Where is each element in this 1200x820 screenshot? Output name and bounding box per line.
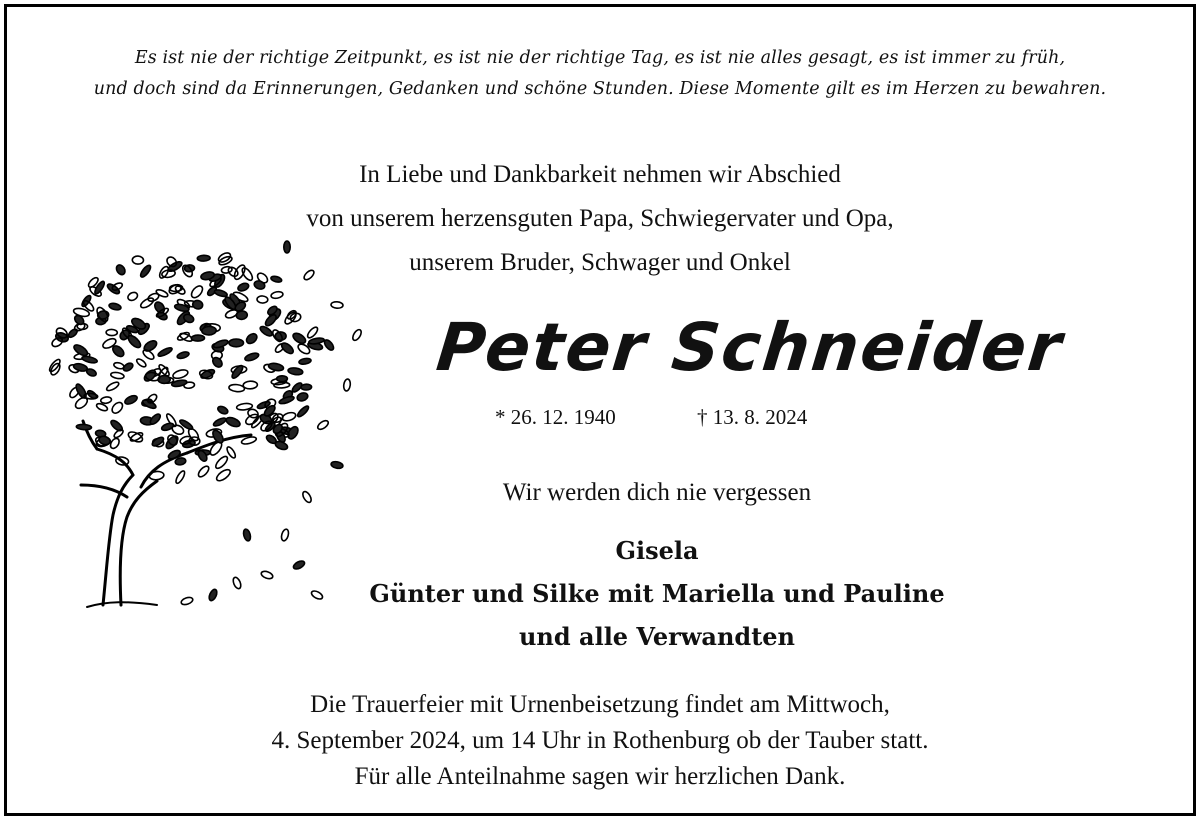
leaf-icon xyxy=(108,302,121,311)
leaf-icon xyxy=(213,339,229,349)
intro-line-1: In Liebe und Dankbarkeit nehmen wir Abschied xyxy=(359,161,841,188)
leaf-icon xyxy=(215,468,232,483)
closing-line-2: 4. September 2024, um 14 Uhr in Rothenburg ob der Tauber statt. xyxy=(271,727,929,754)
leaf-icon xyxy=(132,256,144,265)
leaf-icon xyxy=(174,470,186,485)
falling-leaf-icon xyxy=(331,301,343,308)
leaf-icon xyxy=(81,355,97,364)
obituary-card xyxy=(4,4,1196,816)
leaf-icon xyxy=(245,332,259,346)
leaf-icon xyxy=(109,419,124,433)
falling-leaf-icon xyxy=(232,576,243,590)
leaf-icon xyxy=(100,396,112,404)
leaf-icon xyxy=(73,362,88,372)
leaf-icon xyxy=(113,362,125,370)
falling-leaf-icon xyxy=(270,291,283,300)
leaf-icon xyxy=(139,264,152,279)
falling-leaf-icon xyxy=(330,461,343,470)
leaf-icon xyxy=(76,424,92,430)
falling-leaf-icon xyxy=(343,379,351,392)
falling-leaf-icon xyxy=(260,570,273,580)
leaf-icon xyxy=(197,464,211,478)
leaf-icon xyxy=(306,326,319,340)
leaf-icon xyxy=(142,348,156,361)
family-line-2: Günter und Silke mit Mariella und Pauline xyxy=(369,579,945,608)
leaf-icon xyxy=(113,428,125,439)
leaf-icon xyxy=(146,393,158,405)
closing-line-1: Die Trauerfeier mit Urnenbeisetzung findet am Mittwoch, xyxy=(310,691,890,718)
closing-line-3: Für alle Anteilnahme sagen wir herzlichen Dank. xyxy=(354,763,846,790)
leaf-icon xyxy=(124,394,139,406)
leaf-icon xyxy=(105,381,120,393)
leaf-icon xyxy=(111,282,123,292)
falling-leaf-icon xyxy=(323,338,336,351)
leaf-icon xyxy=(277,376,288,382)
falling-leaf-icon xyxy=(284,241,290,253)
family-line-3: und alle Verwandten xyxy=(518,622,796,651)
leaf-icon xyxy=(161,269,175,278)
leaf-icon xyxy=(217,405,229,415)
leaf-icon xyxy=(179,418,194,430)
leaf-icon xyxy=(149,412,162,426)
leaf-icon xyxy=(110,371,124,379)
family-block xyxy=(307,529,1007,658)
family-line-1: Gisela xyxy=(615,536,699,565)
leaf-icon xyxy=(229,384,245,393)
leaf-icon xyxy=(177,331,191,342)
leaf-icon xyxy=(82,299,95,313)
leaf-icon xyxy=(202,326,217,335)
birth-date: * 26. 12. 1940 xyxy=(495,405,616,429)
motto: Wir werden dich nie vergessen xyxy=(502,479,812,506)
falling-leaf-icon xyxy=(242,528,251,541)
leaf-icon xyxy=(67,328,78,339)
leaf-icon xyxy=(281,411,296,422)
leaf-icon xyxy=(270,275,282,283)
leaf-icon xyxy=(172,368,189,380)
intro-line-3: unserem Bruder, Schwager und Onkel xyxy=(409,249,791,276)
leaf-icon xyxy=(257,296,268,304)
quote-line-1: Es ist nie der richtige Zeitpunkt, es ist nie der richtige Tag, es ist nie alles gesagt, es ist immer zu früh, xyxy=(134,48,1066,68)
falling-leaf-icon xyxy=(316,419,330,431)
falling-leaf-icon xyxy=(292,559,306,570)
leaf-icon xyxy=(253,279,266,290)
leaf-icon xyxy=(110,400,124,415)
leaf-icon xyxy=(197,255,210,261)
leaf-icon xyxy=(243,381,258,389)
leaf-icon xyxy=(288,367,304,376)
leaf-icon xyxy=(212,417,227,428)
leaf-icon xyxy=(142,339,158,353)
leaf-icon xyxy=(229,339,244,347)
falling-leaf-icon xyxy=(280,528,289,541)
leaf-icon xyxy=(127,291,139,302)
leaf-icon xyxy=(139,296,155,309)
intro-line-2: von unserem herzensguten Papa, Schwiegervater und Opa, xyxy=(306,205,894,232)
quote-line-2: und doch sind da Erinnerungen, Gedanken und schöne Stunden. Diese Momente gilt es im Herzen zu bewahren. xyxy=(93,79,1107,99)
leaf-icon xyxy=(192,299,204,310)
leaf-icon xyxy=(259,325,274,338)
leaf-icon xyxy=(278,395,294,405)
leaf-icon xyxy=(214,455,229,471)
closing-block xyxy=(7,687,1193,795)
leaf-icon xyxy=(237,282,250,293)
leaf-icon xyxy=(191,335,204,341)
leaf-icon xyxy=(214,289,228,298)
leaf-icon xyxy=(109,437,121,450)
leaf-icon xyxy=(268,362,284,372)
quote-block xyxy=(7,43,1193,105)
leaf-icon xyxy=(225,416,241,429)
leaf-icon xyxy=(106,329,117,336)
leaf-icon xyxy=(126,334,142,350)
leaf-icon xyxy=(296,405,310,419)
leaf-icon xyxy=(155,288,169,298)
leaf-icon xyxy=(291,381,303,393)
deceased-name: Peter Schneider xyxy=(433,309,1067,386)
falling-leaf-icon xyxy=(302,269,315,282)
leaf-icon xyxy=(296,392,309,403)
leaf-icon xyxy=(291,331,307,345)
falling-leaf-icon xyxy=(351,328,363,342)
leaf-icon xyxy=(232,263,247,281)
leaf-icon xyxy=(115,263,127,276)
death-date: † 13. 8. 2024 xyxy=(697,405,808,429)
leaf-icon xyxy=(98,435,111,446)
leaf-icon xyxy=(176,351,189,360)
falling-leaf-icon xyxy=(180,596,193,606)
leaf-icon xyxy=(244,352,260,363)
leaf-icon xyxy=(189,284,204,300)
leaf-icon xyxy=(280,341,295,355)
falling-leaf-icon xyxy=(208,588,219,602)
leaf-icon xyxy=(299,358,312,365)
leaf-icon xyxy=(135,358,147,369)
leaf-icon xyxy=(157,346,173,358)
